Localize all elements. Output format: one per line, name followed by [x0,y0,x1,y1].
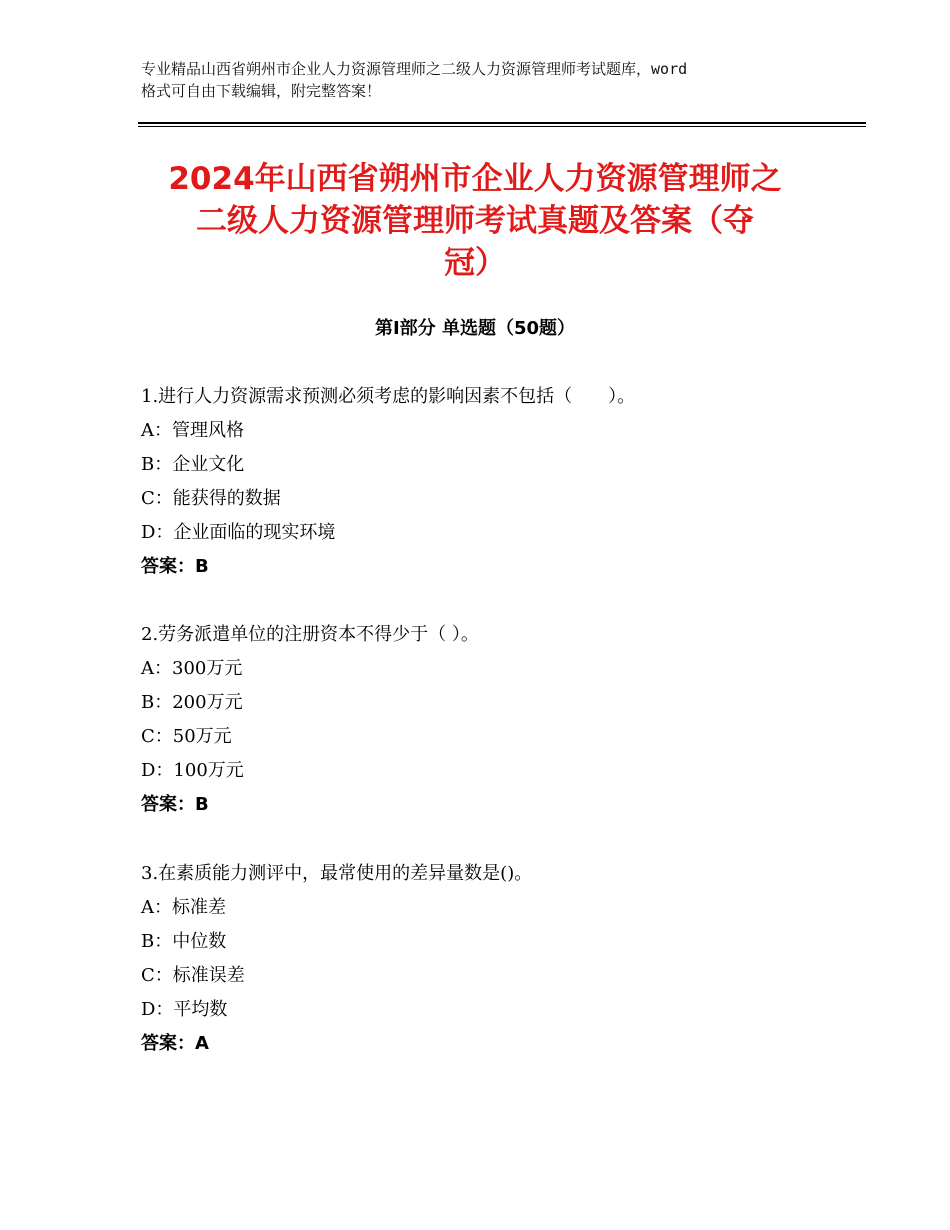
option-d: D：100万元 [141,760,244,781]
option-d: D：平均数 [141,999,228,1020]
question-stem: 1.进行人力资源需求预测必须考虑的影响因素不包括（ ）。 [141,386,636,407]
header-note-line-1: 专业精品山西省朔州市企业人力资源管理师之二级人力资源管理师考试题库，word [141,60,688,78]
question-3 [141,857,861,1061]
document-title-line-1: 2024年山西省朔州市企业人力资源管理师之 [168,161,782,197]
option-d: D：企业面临的现实环境 [141,522,336,543]
header-divider-thick [138,122,866,124]
question-stem: 2.劳务派遣单位的注册资本不得少于（ ）。 [141,624,479,645]
section-title: 第Ⅰ部分 单选题（50题） [374,318,575,339]
answer-label: 答案：B [141,794,209,815]
option-b: B：中位数 [141,931,227,952]
option-a: A：300万元 [141,658,243,679]
header-divider-thin [138,126,866,127]
header-note [141,58,831,102]
option-c: C：能获得的数据 [141,488,281,509]
answer-label: 答案：B [141,556,209,577]
question-2 [141,618,861,822]
option-a: A：管理风格 [141,420,244,441]
option-c: C：标准误差 [141,965,245,986]
document-title-line-3: 冠） [444,245,506,281]
option-a: A：标准差 [141,897,226,918]
answer-label: 答案：A [141,1033,209,1054]
option-b: B：企业文化 [141,454,245,475]
header-note-line-2: 格式可自由下载编辑，附完整答案！ [141,82,382,100]
document-title [120,158,830,284]
option-b: B：200万元 [141,692,243,713]
question-stem: 3.在素质能力测评中，最常使用的差异量数是()。 [141,863,533,884]
question-1 [141,380,861,584]
document-title-line-2: 二级人力资源管理师考试真题及答案（夺 [196,203,754,239]
option-c: C：50万元 [141,726,232,747]
